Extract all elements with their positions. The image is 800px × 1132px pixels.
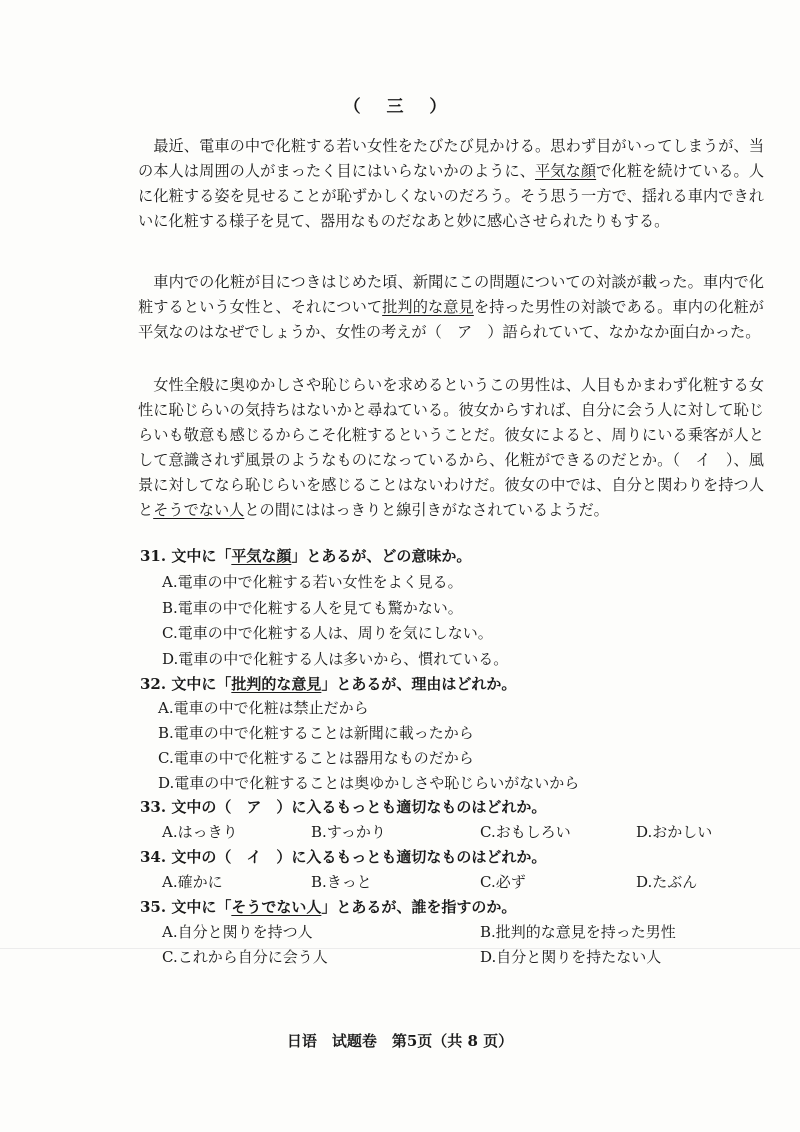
p1-text-a: 最近、電車の中で化粧する若い女性をたびたび見かける。思わず目がいってしまうが、当の本人は周囲の人がまったく目にはいらないかのように、 [138,137,765,180]
q35-suffix: 」とあるが、誰を指すのか。 [321,898,517,916]
underlined-phrase-heiki-na-kao: 平気な顔 [535,162,597,180]
q35-underlined: そうでない人 [231,898,322,916]
question-35 [140,896,516,917]
section-title: （ 三 ） [343,97,457,117]
q34-option-d[interactable]: D.たぶん [636,873,698,891]
q31-option-b[interactable]: B.電車の中で化粧する人を見ても驚かない。 [162,599,463,617]
question-33: 33. 文中の（ ア ）に入るもっとも適切なものはどれか。 [140,798,547,816]
q33-option-b[interactable]: B.すっかり [311,823,386,841]
q33-option-d[interactable]: D.おかしい [636,823,713,841]
passage-paragraph-1 [138,134,764,234]
p3-text-b: との間にははっきりと線引きがなされているようだ。 [244,501,609,519]
q32-option-b[interactable]: B.電車の中で化粧することは新聞に載ったから [158,724,474,742]
question-34: 34. 文中の（ イ ）に入るもっとも適切なものはどれか。 [140,848,547,866]
question-32 [140,673,516,694]
q31-prefix: 31. 文中に「 [140,547,232,565]
q31-option-c[interactable]: C.電車の中で化粧する人は、周りを気にしない。 [162,624,493,642]
q32-option-c[interactable]: C.電車の中で化粧することは器用なものだから [158,749,474,767]
q31-option-a[interactable]: A.電車の中で化粧する若い女性をよく見る。 [162,573,463,591]
p1-text-b: で化粧を続けている。人に化粧する姿を見せることが恥ずかしくないのだろう。そう思う一方で、揺れる車内できれいに化粧する様子を見て、器用なものだなあと妙に感心させられたりもする。 [138,162,765,230]
q32-option-d[interactable]: D.電車の中で化粧することは奥ゆかしさや恥じらいがないから [158,774,580,792]
q32-underlined: 批判的な意見 [231,675,322,693]
q35-option-c[interactable]: C.これから自分に会う人 [162,948,328,966]
passage-paragraph-3 [138,373,764,523]
q34-option-a[interactable]: A.確かに [162,873,223,891]
q33-option-c[interactable]: C.おもしろい [480,823,571,841]
q31-underlined: 平気な顔 [231,547,292,565]
q31-option-d[interactable]: D.電車の中で化粧する人は多いから、慣れている。 [162,650,509,668]
p2-text-b: を持った男性の対談である。車内の化粧が平気なのはなぜでしょうか、女性の考えが（ ア ）語られていて、なかなか面白かった。 [138,298,764,341]
q31-suffix: 」とあるが、どの意味か。 [291,547,472,565]
page-fold-line [0,948,800,949]
q35-option-a[interactable]: A.自分と関りを持つ人 [162,923,313,941]
passage-paragraph-2 [138,270,764,345]
p2-text-a: 車内での化粧が目につきはじめた頃、新聞にこの問題についての対談が載った。車内で化粧するという女性と、それについて [138,273,764,316]
q33-option-a[interactable]: A.はっきり [162,823,238,841]
q35-prefix: 35. 文中に「 [140,898,232,916]
q32-prefix: 32. 文中に「 [140,675,232,693]
underlined-phrase-sou-de-nai-hito: そうでない人 [153,501,245,519]
q32-option-a[interactable]: A.電車の中で化粧は禁止だから [158,699,369,717]
q32-suffix: 」とあるが、理由はどれか。 [321,675,517,693]
p3-text-a: 女性全般に奥ゆかしさや恥じらいを求めるというこの男性は、人目もかまわず化粧する女性に恥じらいの気持ちはないかと尋ねている。彼女からすれば、自分に会う人に対して恥じらいも敬意も感じるからこそ化粧するということだ。彼女によると、周りにいる乗客が人として意識されず風景のようなものになっているから、化粧ができるのだとか。（ イ ）、風景に対してなら恥じらいを感じることはないわけだ。彼女の中では、自分と関わりを持つ人と [138,376,764,519]
page-footer: 日语 试题卷 第5页（共 8 页） [286,1032,514,1050]
q34-option-b[interactable]: B.きっと [311,873,372,891]
q35-option-b[interactable]: B.批判的な意見を持った男性 [480,923,676,941]
q34-option-c[interactable]: C.必ず [480,873,526,891]
question-31 [140,545,471,566]
underlined-phrase-hihanteki-na-iken: 批判的な意見 [382,298,474,316]
q35-option-d[interactable]: D.自分と関りを持たない人 [480,948,662,966]
